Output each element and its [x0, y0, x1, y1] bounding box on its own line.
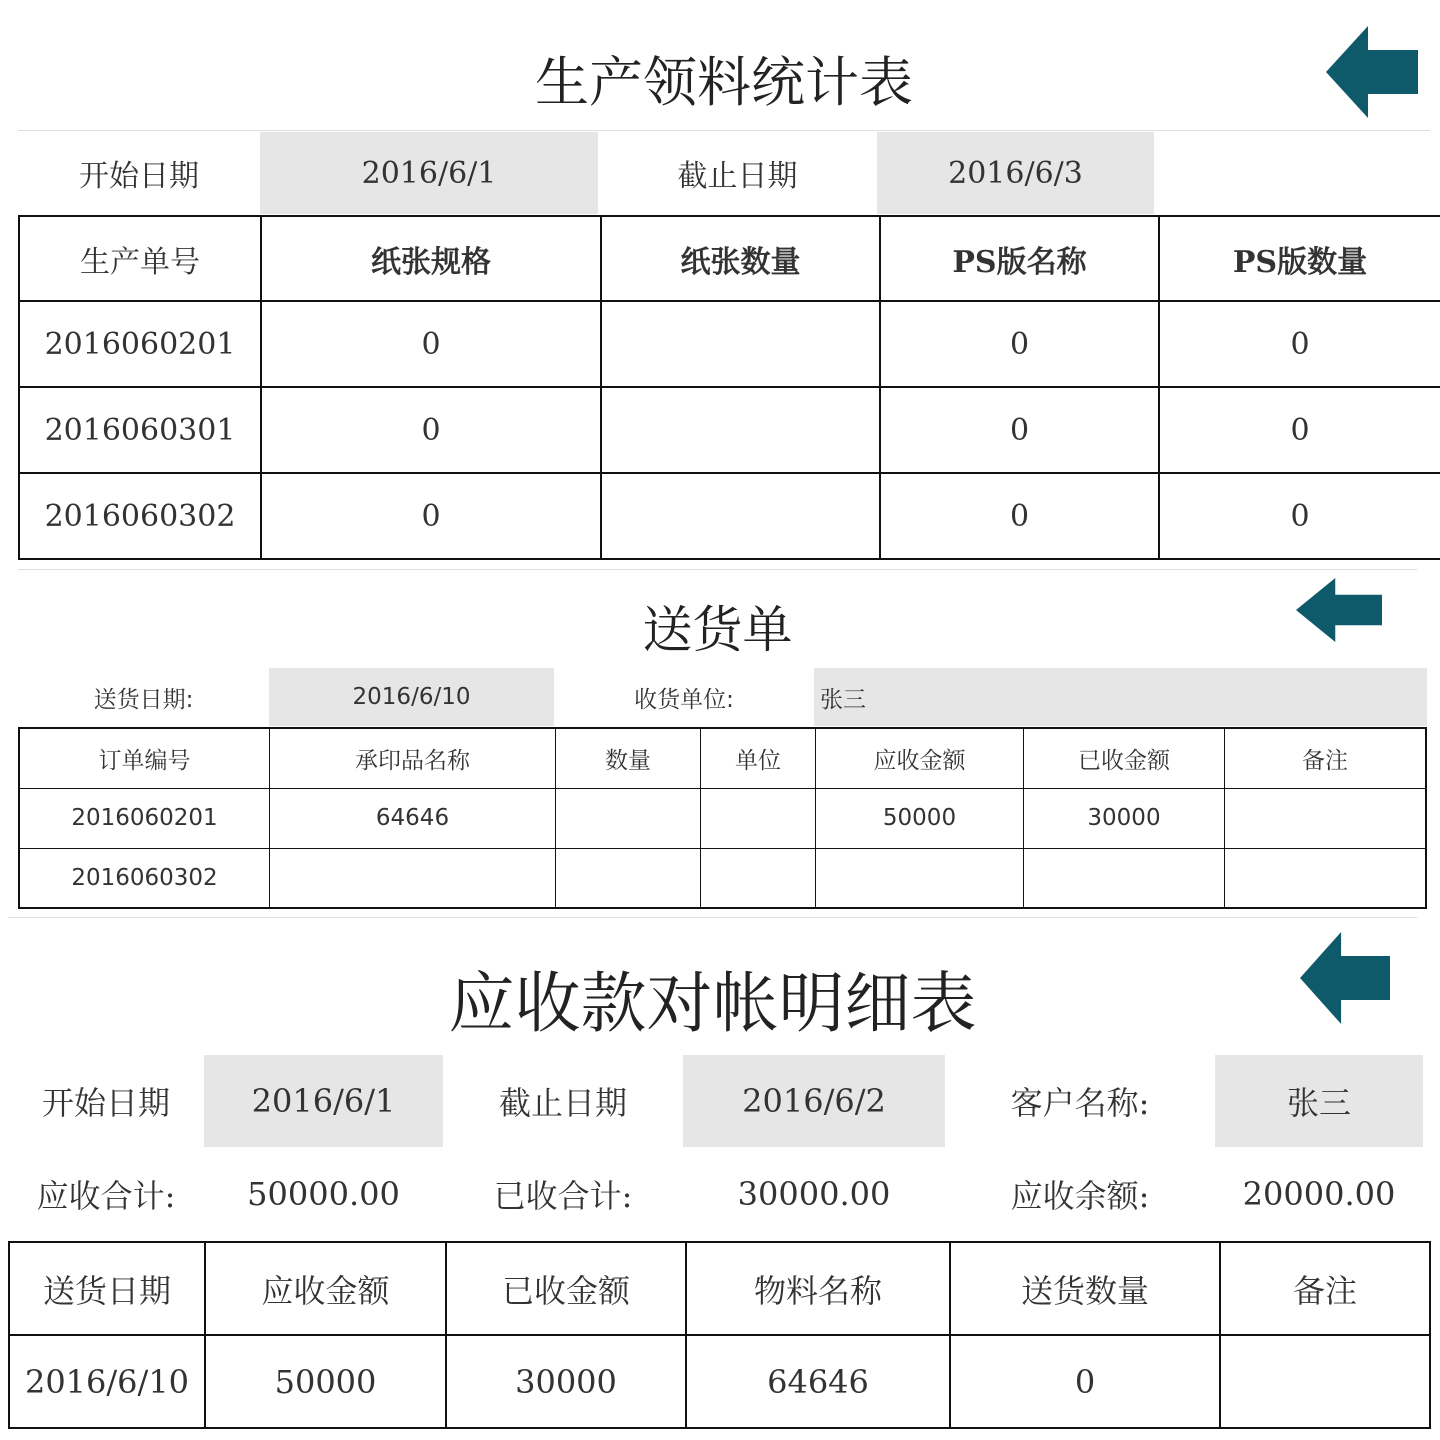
cell: 0	[880, 387, 1159, 473]
header-ps-qty: PS版数量	[1159, 216, 1440, 301]
header-delivery-date: 送货日期	[9, 1242, 205, 1335]
header-paper-spec: 纸张规格	[261, 216, 601, 301]
back-arrow-icon[interactable]	[1326, 26, 1418, 118]
production-title-row	[18, 12, 1430, 131]
table-row	[19, 848, 1426, 908]
delivery-note	[18, 569, 1417, 907]
cell: 2016060302	[19, 848, 270, 908]
cell: 30000	[446, 1335, 686, 1428]
receivable-total-label: 应收合计:	[9, 1148, 204, 1241]
header-quantity: 数量	[556, 728, 701, 788]
end-date-value[interactable]: 2016/6/3	[877, 132, 1155, 215]
cell	[816, 848, 1024, 908]
statement-title: 应收款对帐明细表	[448, 965, 977, 1042]
received-total-value: 30000.00	[683, 1148, 946, 1241]
header-remark: 备注	[1225, 728, 1427, 788]
cell: 0	[880, 301, 1159, 387]
end-date-value[interactable]: 2016/6/2	[683, 1055, 946, 1148]
cell	[1225, 788, 1427, 848]
header-received: 已收金额	[1024, 728, 1225, 788]
header-ps-name: PS版名称	[880, 216, 1159, 301]
cell: 30000	[1024, 788, 1225, 848]
cell	[601, 301, 880, 387]
header-product-name: 承印品名称	[270, 728, 556, 788]
delivery-date-label: 送货日期:	[19, 668, 269, 727]
start-date-value[interactable]: 2016/6/1	[260, 132, 599, 215]
table-header-row	[9, 1242, 1430, 1335]
back-arrow-icon[interactable]	[1296, 578, 1382, 642]
header-delivery-qty: 送货数量	[950, 1242, 1220, 1335]
table-row	[9, 1335, 1430, 1428]
customer-label: 客户名称:	[946, 1055, 1215, 1148]
cell	[1225, 848, 1427, 908]
balance-label: 应收余额:	[946, 1148, 1215, 1241]
table-row	[19, 301, 1440, 387]
table-header-row	[19, 216, 1440, 301]
statement-report	[8, 917, 1417, 1427]
header-received: 已收金额	[446, 1242, 686, 1335]
cell	[270, 848, 556, 908]
table-row	[19, 788, 1426, 848]
statement-info	[8, 1054, 1424, 1241]
start-date-label: 开始日期	[9, 1055, 204, 1148]
header-order-no: 订单编号	[19, 728, 270, 788]
delivery-title: 送货单	[642, 601, 793, 659]
cell: 0	[880, 473, 1159, 559]
cell: 2016060201	[19, 788, 270, 848]
cell: 0	[950, 1335, 1220, 1428]
header-remark: 备注	[1220, 1242, 1430, 1335]
statement-table	[8, 1241, 1431, 1429]
cell	[1220, 1335, 1430, 1428]
cell: 2016060302	[19, 473, 261, 559]
start-date-label: 开始日期	[19, 132, 260, 215]
cell: 0	[261, 473, 601, 559]
production-table	[18, 215, 1440, 560]
cell	[601, 387, 880, 473]
production-report	[18, 12, 1430, 558]
header-production-no: 生产单号	[19, 216, 261, 301]
cell: 0	[261, 387, 601, 473]
delivery-title-row	[18, 569, 1417, 668]
delivery-date-value[interactable]: 2016/6/10	[269, 668, 555, 727]
receiver-label: 收货单位:	[555, 668, 814, 727]
cell: 0	[261, 301, 601, 387]
production-title: 生产领料统计表	[535, 51, 913, 114]
customer-value[interactable]: 张三	[1215, 1055, 1424, 1148]
receiver-value[interactable]: 张三	[814, 668, 1428, 727]
delivery-info-row	[18, 667, 1428, 727]
header-receivable: 应收金额	[205, 1242, 446, 1335]
cell: 0	[1159, 387, 1440, 473]
cell	[601, 473, 880, 559]
header-receivable: 应收金额	[816, 728, 1024, 788]
received-total-label: 已收合计:	[444, 1148, 683, 1241]
cell	[556, 788, 701, 848]
end-date-label: 截止日期	[444, 1055, 683, 1148]
cell: 50000	[816, 788, 1024, 848]
cell: 50000	[205, 1335, 446, 1428]
table-row	[19, 387, 1440, 473]
header-paper-qty: 纸张数量	[601, 216, 880, 301]
table-row	[19, 473, 1440, 559]
start-date-value[interactable]: 2016/6/1	[204, 1055, 444, 1148]
cell: 2016060301	[19, 387, 261, 473]
cell	[701, 788, 816, 848]
statement-title-row	[8, 917, 1417, 1055]
empty-cell	[1155, 132, 1436, 215]
production-date-row	[18, 131, 1436, 215]
cell	[1024, 848, 1225, 908]
end-date-label: 截止日期	[599, 132, 877, 215]
table-header-row	[19, 728, 1426, 788]
cell: 0	[1159, 473, 1440, 559]
back-arrow-icon[interactable]	[1300, 932, 1390, 1024]
cell	[701, 848, 816, 908]
cell: 2016/6/10	[9, 1335, 205, 1428]
header-material: 物料名称	[686, 1242, 950, 1335]
cell: 2016060201	[19, 301, 261, 387]
cell: 64646	[270, 788, 556, 848]
header-unit: 单位	[701, 728, 816, 788]
receivable-total-value: 50000.00	[204, 1148, 444, 1241]
cell: 0	[1159, 301, 1440, 387]
delivery-table	[18, 727, 1427, 909]
balance-value: 20000.00	[1215, 1148, 1424, 1241]
cell	[556, 848, 701, 908]
cell: 64646	[686, 1335, 950, 1428]
